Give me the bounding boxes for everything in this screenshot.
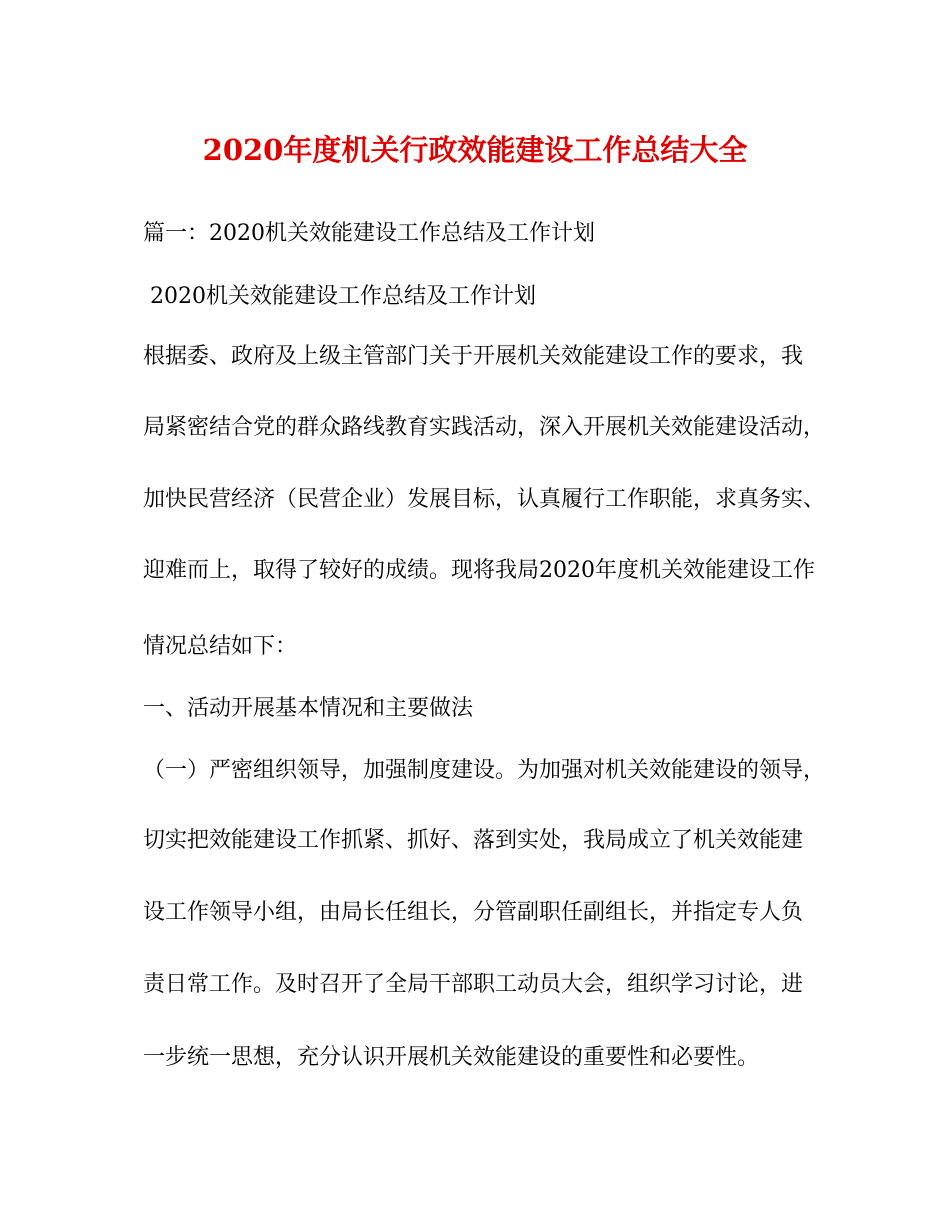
paragraph-line: 根据委、政府及上级主管部门关于开展机关效能建设工作的要求，我	[143, 344, 804, 369]
paragraph-line: 设工作领导小组，由局长任组长，分管副职任副组长，并指定专人负	[143, 900, 804, 925]
paragraph-line: （一）严密组织领导，加强制度建设。为加强对机关效能建设的领导，	[143, 758, 826, 783]
paragraph-line: 一步统一思想，充分认识开展机关效能建设的重要性和必要性。	[143, 1045, 760, 1070]
subtitle-line: 2020机关效能建设工作总结及工作计划	[143, 284, 536, 309]
paragraph-line: 加快民营经济（民营企业）发展目标，认真履行工作职能，求真务实、	[143, 487, 826, 512]
paragraph-line: 责日常工作。及时召开了全局干部职工动员大会，组织学习讨论，进	[143, 972, 804, 997]
section-heading-one: 一、活动开展基本情况和主要做法	[143, 696, 474, 721]
document-title: 2020年度机关行政效能建设工作总结大全	[202, 133, 748, 167]
paragraph-line: 情况总结如下：	[143, 634, 298, 659]
paragraph-line: 局紧密结合党的群众路线教育实践活动，深入开展机关效能建设活动，	[143, 415, 826, 440]
paragraph-line: 切实把效能建设工作抓紧、抓好、落到实处，我局成立了机关效能建	[143, 828, 804, 853]
section-heading-part-one: 篇一：2020机关效能建设工作总结及工作计划	[143, 221, 595, 246]
paragraph-line: 迎难而上，取得了较好的成绩。现将我局2020年度机关效能建设工作	[143, 558, 815, 583]
